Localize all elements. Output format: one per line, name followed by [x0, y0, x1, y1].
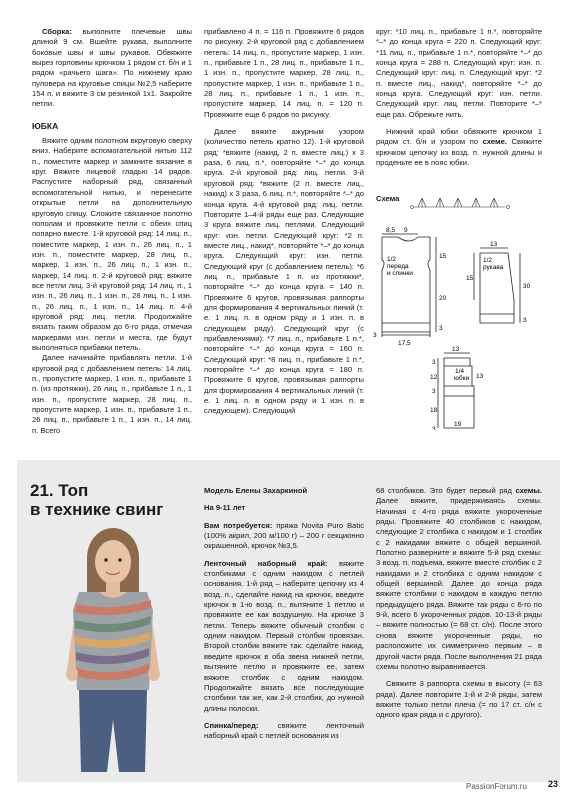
dim-k19: 19	[454, 421, 462, 428]
watermark: PassionForum.ru	[466, 782, 527, 791]
back-lead: Спинка/перед:	[204, 720, 259, 730]
column3-paragraph-2	[376, 127, 542, 168]
dim-s15: 15	[466, 275, 474, 282]
edge-paragraph	[204, 559, 364, 714]
edge-text-b: схеме.	[482, 137, 507, 147]
skirt-schematic	[438, 353, 474, 428]
title-line-2: в технике свинг	[30, 500, 164, 519]
back-paragraph	[204, 721, 364, 742]
edge-text-c: Свяжите крючком цепочку из возд. п. нужной длины и проденьте ее в пояс юбки.	[376, 137, 543, 168]
page-number: 23	[548, 779, 559, 789]
column2-paragraph-2: Далее вяжите ажурным узором (количество петель кратно 12). 1-й круговой ряд: *вяжите (накид, 2 п. вместе лиц.) х 3 раза, 6 лиц. п.*, повторяйте *–* до конца круга. 2-й круговой ряд: лиц. петли. 3-й круговой ряд: *вяжите (2 п. вместе лиц., накид) х 3 раза, 6 лиц. п.*, повторяйте *–* до конца круга. 4-й круговой ряд: лиц. петли. Повторите 1–4-й ряды еще раз. Следующие 3 круга вяжите лиц. петлями. Следующий круг: изн. петли. Следующий круг: *2 п. вместе лиц., накид*, повторяйте *–* до конца круга. Следующий круг: изн. петли. Следующий круг (с добавлением петель): *6 лиц. п., прибавьте 1 п. из протяжки*, повторяйте *–* до конца круга = 140 п. Провяжите 6 кругов, провязывая раппорты для формирования 4 вертикальных линий (т. е. 1 лиц. п. в одном ряду и 1 изн. п. в следующем ряду). Следующий круг (с прибавлениями): *7 лиц. п., прибавьте 1 п.*, повторяйте *–* до конца круга = 160 п. Следующий круг: *8 лиц. п., прибавьте 1 п.*, повторяйте *–* до конца круга = 180 п. Провяжите 6 кругов, провязывая раппорты для формирования 4 вертикальных линий (т. е. 1 лиц. п. в одном ряду и 1 изн. п. в следующем). Следующий	[204, 127, 364, 416]
text-column-1	[32, 27, 192, 436]
title-line-1: 21. Топ	[30, 481, 89, 500]
col5-text-b: схемы.	[515, 486, 542, 495]
pattern-diagram	[370, 190, 545, 430]
materials-paragraph	[204, 521, 364, 552]
text-column-3	[376, 27, 542, 168]
sleeve-label-l2: рукава	[483, 264, 504, 271]
skirt-paragraph-1: Вяжите одним полотном вкруговую сверху вниз. Наберите вспомогательной нитью 112 п., поместите маркер и замкните вязание в круг. Вяжите лицевой гладью 14 рядов. Распустите наборный ряд, связанный вспомогательной нитью, и перенесите открытые петли на дополнительную круговую спицу. Сложите связанное полотно пополам и провяжите петли с обеих спиц попарно вместе. 1-й круговой ряд: 14 лиц. п., поместите маркер, 1 изн. п., 26 лиц. п., 1 изн. п., поместите маркер, 28 лиц. п., маркер, 1 изн. п., 26 лиц. п., 1 изн. п., маркер, 14 лиц. п. 2-й круговой ряд: вяжите все петли лиц. 3-й круговой ряд: 14 лиц. п., 1 изн. п., 26 лиц. п., 1 изн. п., 28 лиц. п., 1 изн. п., 26 лиц. п., 1 изн. п., 14 лиц. п. 4-й круговой ряд: лиц. петли. Продолжайте вязать таким образом до 6-го ряда, отмечая маркерами изн. петли и места, где будут выполняться прибавки петель.	[32, 136, 192, 352]
dim-k3a: 3	[432, 359, 436, 366]
assembly-lead: Сборка:	[42, 27, 72, 36]
column5-paragraph-2: Свяжите 3 раппорта схемы в высоту (= 63 ряда). Далее повторите 1-й и 2-й ряды, затем вяжите только петли плеча (= по 17 ст. с/н с одного края ряда и с другого).	[376, 679, 542, 720]
edge-lead: Ленточный наборный край:	[204, 558, 328, 568]
edge-text: вяжите столбиками с одним накидом с петлей основания. 1-й ряд – наберите цепочку из 4 возд. п., сделайте накид на крючок, введите крючок в 1-ю возд. п., вытяните 1 петлю и провяжите ее как воздушную. На крючке 3 петли. Теперь вяжите обычный столбик с одним накидом. Первый столбик провязан. Второй столбик вяжите так: сделайте накид, введите крючок в оба звена нижней петли, вытяните петлю и провяжите ее, затем вяжите столбик с одним накидом. Продолжайте вязать все последующие столбики так же, как 2-й столбик, до нужной длины полоски.	[204, 558, 364, 713]
dim-top-right: 13	[490, 241, 498, 248]
dim-3b: 3	[373, 332, 377, 339]
col5-text-a: 68 столбиков. Это будет первый ряд	[376, 486, 516, 495]
dim-17: 17,5	[398, 340, 411, 347]
edge-text-a: Нижний край юбки обвяжите крючком 1 рядом ст. б/н и узором по	[376, 127, 542, 147]
col5-text-c: Далее вяжите, придерживаясь схемы. Начиная с 4-го ряда вяжите укороченные ряды. Провяжите 40 столбиков с накидом, следующие 2 столбика с накидом и 1 столбик с 2 накидами вяжите с общей вершиной. Полотно разверните и вяжите 5-й ряд схемы: 3 возд. п. подъема, вяжите вместе столбик с 2 накидами и 2 столбика с одним накидом с общей вершиной. Далее до конца ряда вяжите столбики с накидом в каждую петлю предыдущего ряда. Вяжите так ряды с 6-го по 9-й, всего 6 укороченных рядов. 10-13-й ряды – вяжите полностью (= 68 ст. с/н). После этого снова вяжите укороченные ряды, но расположите их симметрично первым – в другой части ряда. После выполнения 21 ряда схемы полотно выравнивается.	[376, 496, 542, 671]
dim-top-left: 8,5	[386, 227, 396, 234]
materials-lead: Вам потребуется:	[204, 520, 273, 530]
text-column-5	[376, 486, 542, 721]
schema-label: Схема	[376, 194, 400, 203]
front-back-schematic	[382, 234, 436, 337]
dim-30: 30	[523, 283, 531, 290]
dim-20: 20	[439, 295, 447, 302]
text-column-2	[204, 27, 364, 417]
column3-paragraph-1: круг: *10 лиц. п., прибавьте 1 п.*, повторяйте *–* до конца круга = 220 п. Следующий круг: *11 лиц. п., прибавьте 1 п.*, повторяйте *–* до конца круга = 288 п. Следующий круг: изн. п. Следующий круг: лиц. п. Следующий круг: *2 п. вместе лиц., накид*, повторяйте *–* до конца круга. Следующий круг: изн. петли. Следующий круг: лиц. петли. Повторите *–* еще раз. Обрежьте нить.	[376, 27, 542, 119]
dim-k13: 13	[452, 346, 460, 353]
dim-k18: 18	[430, 407, 438, 414]
front-label-l3: и спинки	[387, 270, 413, 277]
front-label-l1: 1/2	[387, 256, 397, 263]
crochet-edge-chart	[411, 198, 510, 209]
front-label-l2: переда	[387, 263, 409, 270]
materials-text: пряжа Novita Puro Batic (100% акрил, 200 м/100 г) – 200 г секционно окрашенной, крючок №3,5.	[204, 520, 364, 551]
skirt-label-l1: 1/4	[455, 368, 465, 375]
model-photo	[33, 520, 193, 772]
skirt-paragraph-2: Далее начинайте прибавлять петли. 1-й круговой ряд с добавлением петель: 14 лиц. п., пропустите маркер, 1 изн. п., прибавьте 1 п. (из протяжки), 26 лиц. п., прибавьте 1 п., 1 изн. п., пропустите маркер, 28 лиц. п., пропустите маркер, 1 изн. п., прибавьте 1 п., 26 лиц. п., прибавьте 1 п., 1 изн. п., 14 лиц. п. Всего	[32, 353, 192, 435]
text-column-4	[204, 486, 364, 742]
dim-k3b: 3	[432, 388, 436, 395]
assembly-paragraph	[32, 27, 192, 110]
column2-paragraph-1: прибавлено 4 п. = 116 п. Провяжите 6 рядов по рисунку. 2-й круговой ряд с добавлением петель: 14 лиц. п., пропустите маркер, 1 изн. п., прибавьте 1 п., 28 лиц. п., прибавьте 1 п., 1 изн. п., пропустите маркер, 28 лиц. п., пропустите маркер, 1 изн. п., прибавьте 1 п., 28 лиц. п., прибавьте 1 п., 1 изн. п., пропустите маркер, 14 лиц. п. = 120 п. Провяжите еще 6 рядов по рисунку.	[204, 27, 364, 119]
dim-k3c: 3	[432, 426, 436, 430]
skirt-heading: ЮБКА	[32, 120, 59, 131]
dim-top-mid: 9	[404, 227, 408, 234]
age-range: На 9-11 лет	[204, 503, 246, 513]
skirt-label-l2: юбки	[454, 375, 470, 382]
dim-k13b: 13	[476, 373, 484, 380]
dim-15: 15	[439, 253, 447, 260]
sleeve-schematic	[474, 248, 520, 323]
dim-s3: 3	[523, 317, 527, 324]
model-author: Модель Елены Захаркиной	[204, 486, 308, 495]
column5-paragraph-1	[376, 486, 542, 672]
back-text: свяжите ленточный наборный край с петлей основания из	[204, 720, 364, 741]
assembly-text: выполните плечевые швы длиной 9 см. Вшейте рукава, выполните боковые швы и швы рукавов. Обвяжите вырез горловины крючком 1 рядом ст. б/н и 1 рядом «рачьего шага». По нижнему краю пуловера на круговые спицы №2,5 наберите 154 п. и вяжите 3 см резинкой 1х1. Закройте петли.	[32, 27, 192, 109]
dim-k12: 12	[430, 374, 438, 381]
sleeve-label-l1: 1/2	[483, 257, 493, 264]
dim-3a: 3	[439, 325, 443, 332]
section-title	[30, 481, 163, 519]
